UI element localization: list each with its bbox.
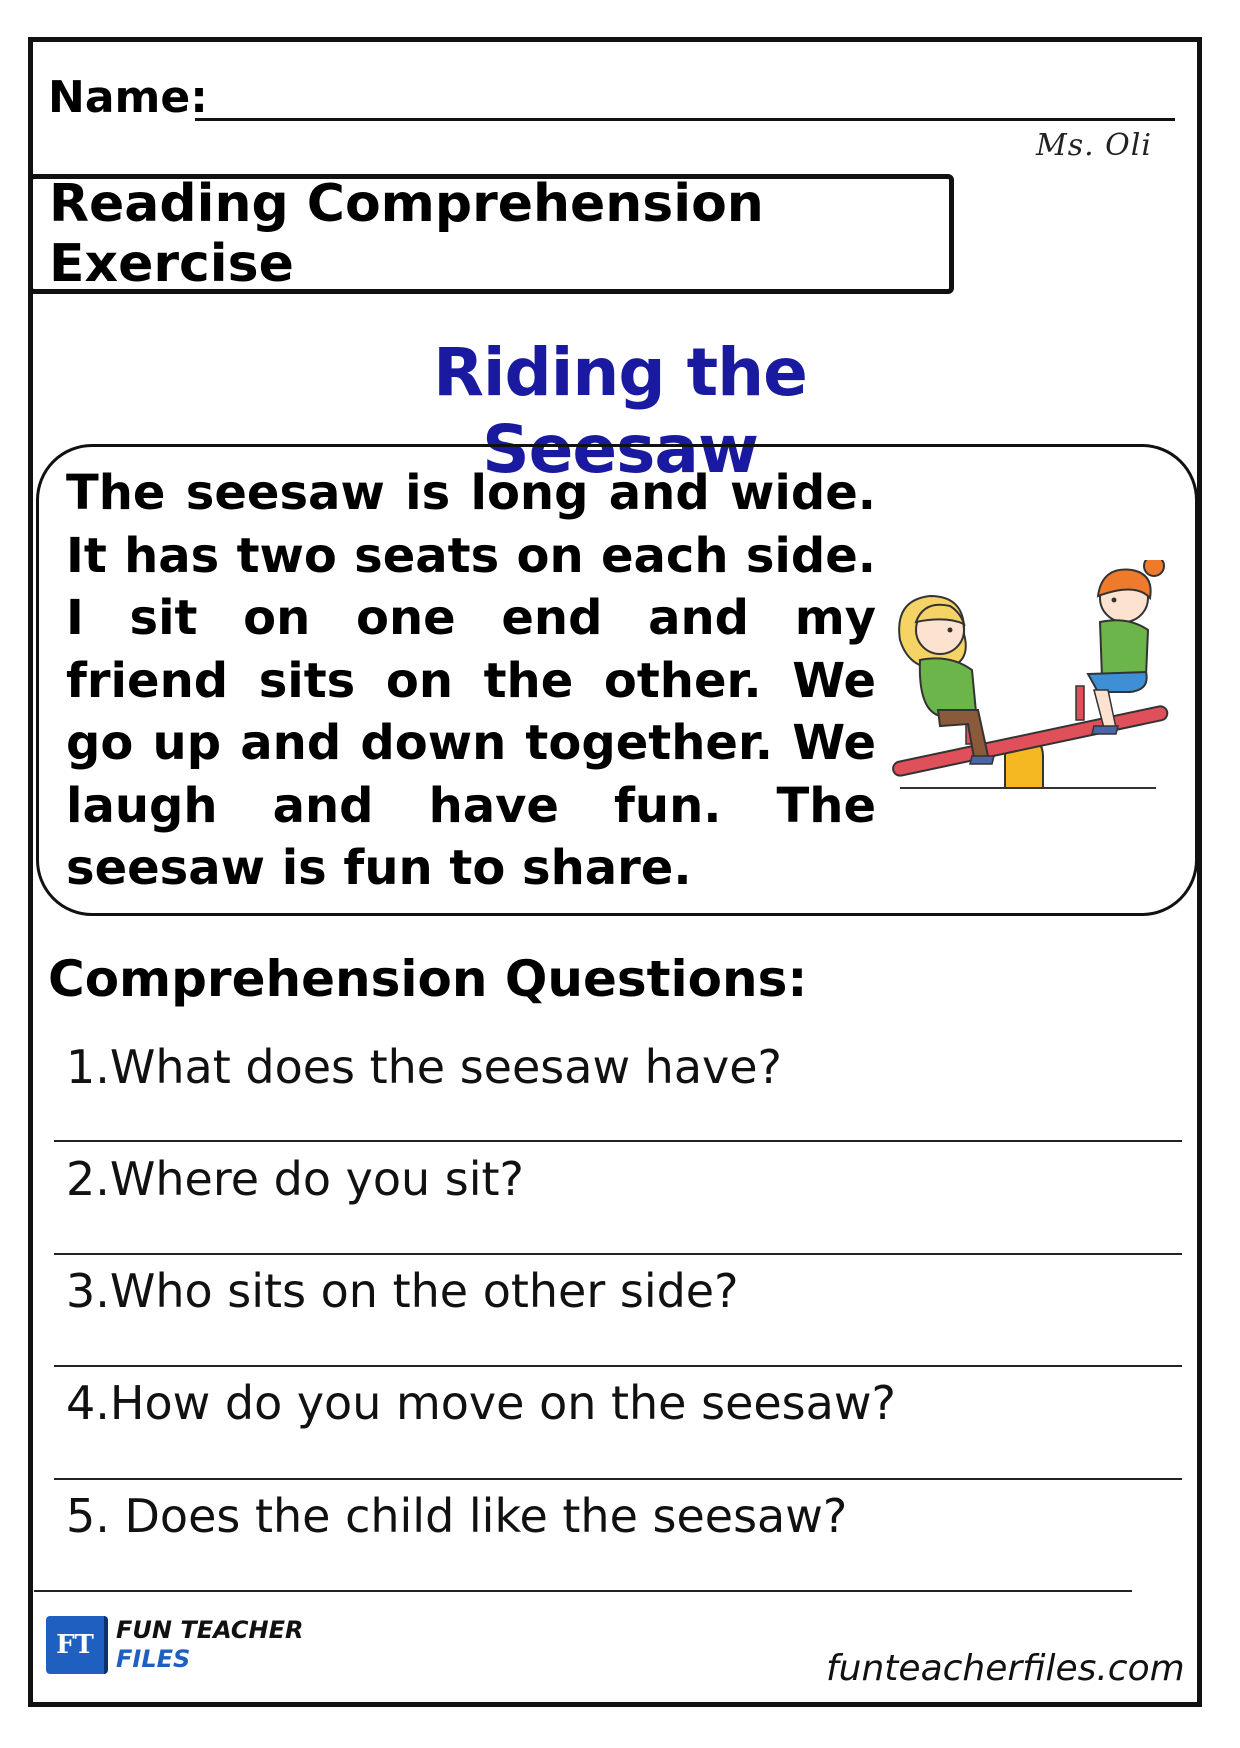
answer-line-5[interactable] xyxy=(34,1590,1132,1592)
answer-line-1[interactable] xyxy=(54,1140,1182,1142)
seat-handle-right xyxy=(1076,686,1084,720)
questions-heading: Comprehension Questions: xyxy=(48,950,808,1008)
logo-mark: FT xyxy=(46,1616,108,1674)
name-label: Name: xyxy=(48,72,208,123)
logo-line-1: FUN TEACHER xyxy=(116,1616,304,1645)
name-field[interactable] xyxy=(195,118,1175,121)
website-url: funteacherfiles.com xyxy=(826,1648,1185,1689)
worksheet-title-box xyxy=(28,174,954,294)
answer-line-4[interactable] xyxy=(54,1478,1182,1480)
brand-logo xyxy=(46,1616,304,1674)
child-left xyxy=(899,596,994,764)
question-1: 1.What does the seesaw have? xyxy=(66,1040,782,1094)
story-title: Riding the Seesaw xyxy=(433,334,807,488)
question-4: 4.How do you move on the seesaw? xyxy=(66,1376,896,1430)
name-row xyxy=(48,72,208,123)
answer-line-3[interactable] xyxy=(54,1365,1182,1367)
signature: Ms. Oli xyxy=(1036,128,1152,163)
seesaw-illustration-icon xyxy=(880,560,1190,800)
question-2: 2.Where do you sit? xyxy=(66,1152,524,1206)
answer-line-2[interactable] xyxy=(54,1253,1182,1255)
logo-line-2: FILES xyxy=(116,1645,191,1673)
passage-text: The seesaw is long and wide. It has two seats on each side. I sit on one end and my friend sits on the other. We go up and down together. We laugh and have fun. The seesaw is fun to share. xyxy=(66,465,876,896)
question-5: 5. Does the child like the seesaw? xyxy=(66,1489,848,1543)
worksheet-title: Reading Comprehension Exercise xyxy=(49,174,764,294)
question-3: 3.Who sits on the other side? xyxy=(66,1264,739,1318)
